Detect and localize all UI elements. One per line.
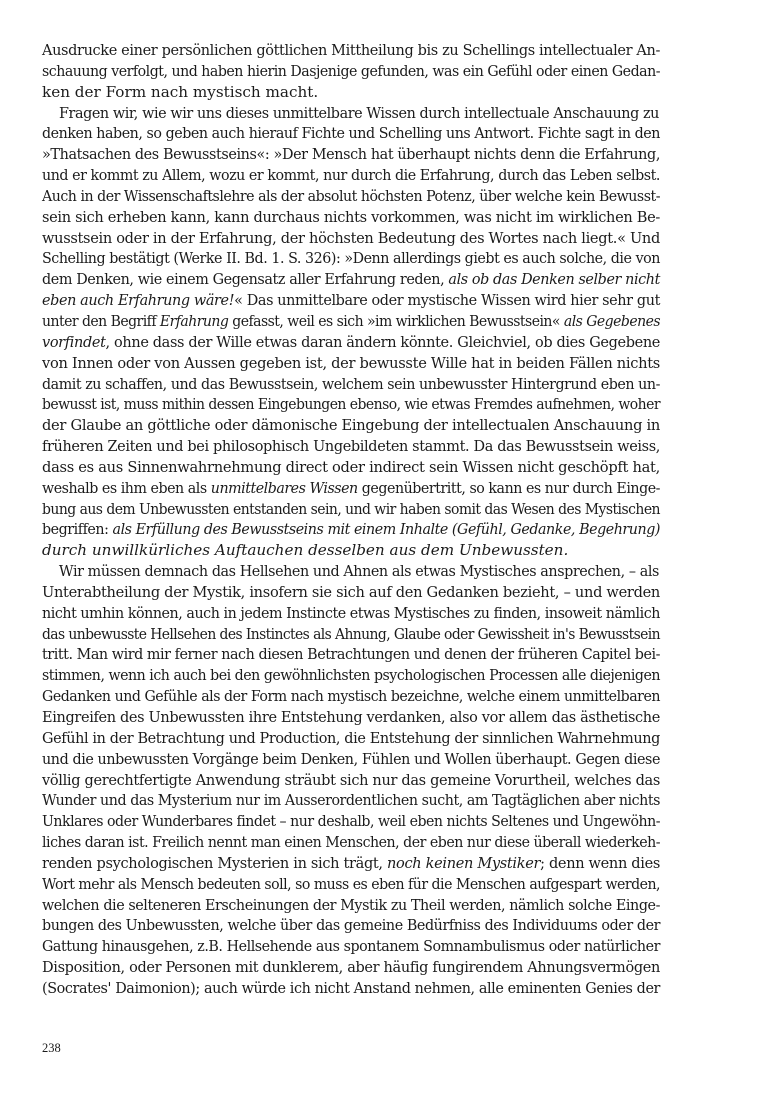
text-run: unter den Begriff (42, 311, 160, 330)
text-line (42, 415, 660, 436)
text-line (42, 436, 660, 457)
text-run: Eingreifen des Unbewussten ihre Entstehung verdanken, also vor allem das ästhetische (42, 708, 660, 726)
text-run: renden psychologischen Mysterien in sich trägt, (42, 853, 388, 872)
text-run: liches daran ist. Freilich nennt man einen Menschen, der eben nur diese überall wiederkeh- (42, 833, 660, 852)
text-run: (Socrates' Daimonion); auch würde ich nicht Anstand nehmen, alle eminenten Genies der (42, 978, 660, 997)
text-line (42, 749, 660, 770)
text-line (42, 936, 660, 957)
text-line (42, 915, 660, 936)
text-run: völlig gerechtfertigte Anwendung sträubt sich nur das gemeine Vorurtheil, welches das (42, 770, 660, 789)
text-line (42, 644, 660, 665)
text-line (42, 957, 660, 978)
text-run: welchen die selteneren Erscheinungen der Mystik zu Theil werden, nämlich solche Einge- (42, 895, 660, 914)
text-line (42, 978, 660, 999)
text-run: damit zu schaffen, und das Bewusstsein, welchem sein unbewusster Hintergrund eben un- (42, 374, 660, 393)
italic-text: durch unwillkürliches Auftauchen desselben aus dem Unbewussten. (42, 541, 569, 560)
italic-text: Erfahrung (159, 311, 229, 330)
text-run: « Das unmittelbare oder mystische Wissen wird hier sehr gut (234, 291, 660, 310)
text-run: Schelling bestätigt (Werke II. Bd. 1. S. 326): »Denn allerdings giebt es auch solche, die von (42, 249, 660, 268)
text-line (42, 853, 660, 874)
text-run: der Glaube an göttliche oder dämonische Eingebung der intellectualen Anschauung in (42, 416, 660, 435)
text-run: gegenübertritt, so kann es nur durch Einge- (357, 478, 660, 497)
text-run: Auch in der Wissenschaftslehre als der absolut höchsten Potenz, über welche kein Bewusst- (42, 186, 660, 205)
text-run: Fragen wir, wie wir uns dieses unmittelbare Wissen durch intellectuale Anschauung zu (58, 103, 659, 122)
text-line (42, 353, 660, 374)
text-line (42, 82, 660, 103)
text-line (42, 61, 660, 82)
text-line (42, 895, 660, 916)
text-run: »Thatsachen des Bewusstseins«: »Der Mensch hat überhaupt nichts denn die Erfahrung, (42, 145, 660, 164)
text-line (42, 582, 660, 603)
text-run: tritt. Man wird mir ferner nach diesen Betrachtungen und denen der früheren Capitel bei- (42, 645, 660, 664)
text-line (42, 207, 660, 228)
text-run: Unterabtheilung der Mystik, insofern sie sich auf den Gedanken bezieht, – und werden (42, 582, 660, 601)
text-run: Ausdrucke einer persönlichen göttlichen Mittheilung bis zu Schellings intellectualer An- (42, 41, 660, 59)
text-line (42, 103, 659, 124)
text-run: nicht umhin können, auch in jedem Instincte etwas Mystisches zu finden, insoweit nämlich (42, 603, 660, 622)
text-run: bewusst ist, muss mithin dessen Eingebungen ebenso, wie etwas Fremdes aufnehmen, woher (42, 395, 660, 414)
text-run: Wunder und das Mysterium nur im Ausserordentlichen sucht, am Tagtäglichen aber nichts (42, 791, 660, 810)
text-run: denken haben, so geben auch hierauf Fichte und Schelling uns Antwort. Fichte sagt in den (42, 124, 660, 143)
text-run: bungen des Unbewussten, welche über das gemeine Bedürfniss des Individuums oder der (42, 916, 660, 935)
text-run: und die unbewussten Vorgänge beim Denken, Fühlen und Wollen überhaupt. Gegen diese (42, 749, 660, 768)
text-run: früheren Zeiten und bei philosophisch Ungebildeten stammt. Da das Bewusstsein weiss, (42, 437, 660, 456)
text-line (42, 40, 660, 61)
text-line (42, 519, 660, 540)
text-line (42, 374, 660, 395)
text-run: begriffen: (42, 520, 113, 539)
text-line (42, 269, 660, 290)
text-run: von Innen oder von Aussen gegeben ist, der bewusste Wille hat in beiden Fällen nichts (42, 353, 660, 372)
text-line (42, 811, 660, 832)
text-run: weshalb es ihm eben als (42, 478, 211, 497)
text-line (42, 332, 660, 353)
text-line (42, 707, 660, 728)
text-line (42, 770, 660, 791)
italic-text: unmittelbares Wissen (210, 478, 358, 497)
text-run: sein sich erheben kann, kann durchaus nichts vorkommen, was nicht im wirklichen Be- (42, 207, 660, 226)
text-line (42, 874, 660, 895)
text-line (42, 457, 660, 478)
italic-text: noch keinen Mystiker (387, 853, 541, 872)
italic-text: eben auch Erfahrung wäre! (42, 291, 235, 310)
text-line (42, 832, 660, 853)
italic-text: als Erfüllung des Bewusstseins mit einem Inhalte (Gefühl, Gedanke, Begehrung) (112, 520, 660, 539)
text-run: dem Denken, wie einem Gegensatz aller Erfahrung reden, (42, 270, 449, 289)
text-run: Gefühl in der Betrachtung und Production, die Entstehung der sinnlichen Wahrnehmung (42, 728, 660, 747)
text-line (42, 603, 660, 624)
text-line (42, 290, 660, 311)
text-line (42, 228, 660, 249)
text-run: Unklares oder Wunderbares findet – nur deshalb, weil eben nichts Seltenes und Ungewöhn- (42, 812, 660, 831)
text-run: Disposition, oder Personen mit dunklerem, aber häufig fungirendem Ahnungsvermögen (42, 958, 660, 977)
italic-text: als ob das Denken selber nicht (448, 270, 660, 289)
text-run: ken der Form nach mystisch macht. (42, 82, 319, 101)
text-line (42, 248, 660, 269)
text-line (42, 540, 660, 561)
page-body (42, 40, 660, 999)
text-run: , ohne dass der Wille etwas daran ändern könnte. Gleichviel, ob dies Gegebene (105, 332, 660, 351)
text-line (42, 144, 660, 165)
text-line (42, 665, 660, 686)
text-line (42, 728, 660, 749)
text-run: Gedanken und Gefühle als der Form nach mystisch bezeichne, welche einem unmittelbaren (42, 687, 660, 706)
text-run: gefasst, weil es sich »im wirklichen Bewusstsein« (228, 311, 564, 330)
text-line (42, 165, 660, 186)
page-number: 238 (42, 1041, 61, 1055)
text-run: bung aus dem Unbewussten entstanden sein, und wir haben somit das Wesen des Mystischen (42, 499, 660, 518)
text-run: Gattung hinausgehen, z.B. Hellsehende aus spontanem Somnambulismus oder natürlicher (42, 937, 660, 956)
italic-text: vorfindet (42, 332, 106, 351)
text-line (42, 686, 660, 707)
text-line (42, 311, 660, 332)
text-line (42, 478, 660, 499)
text-run: Wort mehr als Mensch bedeuten soll, so muss es eben für die Menschen aufgespart werden, (42, 874, 660, 893)
text-line (42, 123, 660, 144)
text-run: Wir müssen demnach das Hellsehen und Ahnen als etwas Mystisches ansprechen, – als (58, 562, 659, 581)
text-run: und er kommt zu Allem, wozu er kommt, nur durch die Erfahrung, durch das Leben selbst. (42, 166, 660, 185)
text-line (42, 790, 660, 811)
text-line (42, 186, 660, 207)
text-line (42, 561, 659, 582)
italic-text: als Gegebenes (563, 311, 660, 330)
text-line (42, 499, 660, 520)
text-run: das unbewusste Hellsehen des Instinctes als Ahnung, Glaube oder Gewissheit in's Bewusstsein (42, 624, 660, 643)
text-run: wusstsein oder in der Erfahrung, der höchsten Bedeutung des Wortes nach liegt.« Und (42, 228, 660, 247)
text-run: dass es aus Sinnenwahrnehmung direct oder indirect sein Wissen nicht geschöpft hat, (42, 457, 660, 476)
text-line (42, 394, 660, 415)
text-run: ; denn wenn dies (540, 853, 660, 872)
text-run: stimmen, wenn ich auch bei den gewöhnlichsten psychologischen Processen alle diejenigen (42, 666, 660, 685)
text-run: schauung verfolgt, und haben hierin Dasjenige gefunden, was ein Gefühl oder einen Gedan- (42, 61, 660, 80)
text-line (42, 624, 660, 645)
